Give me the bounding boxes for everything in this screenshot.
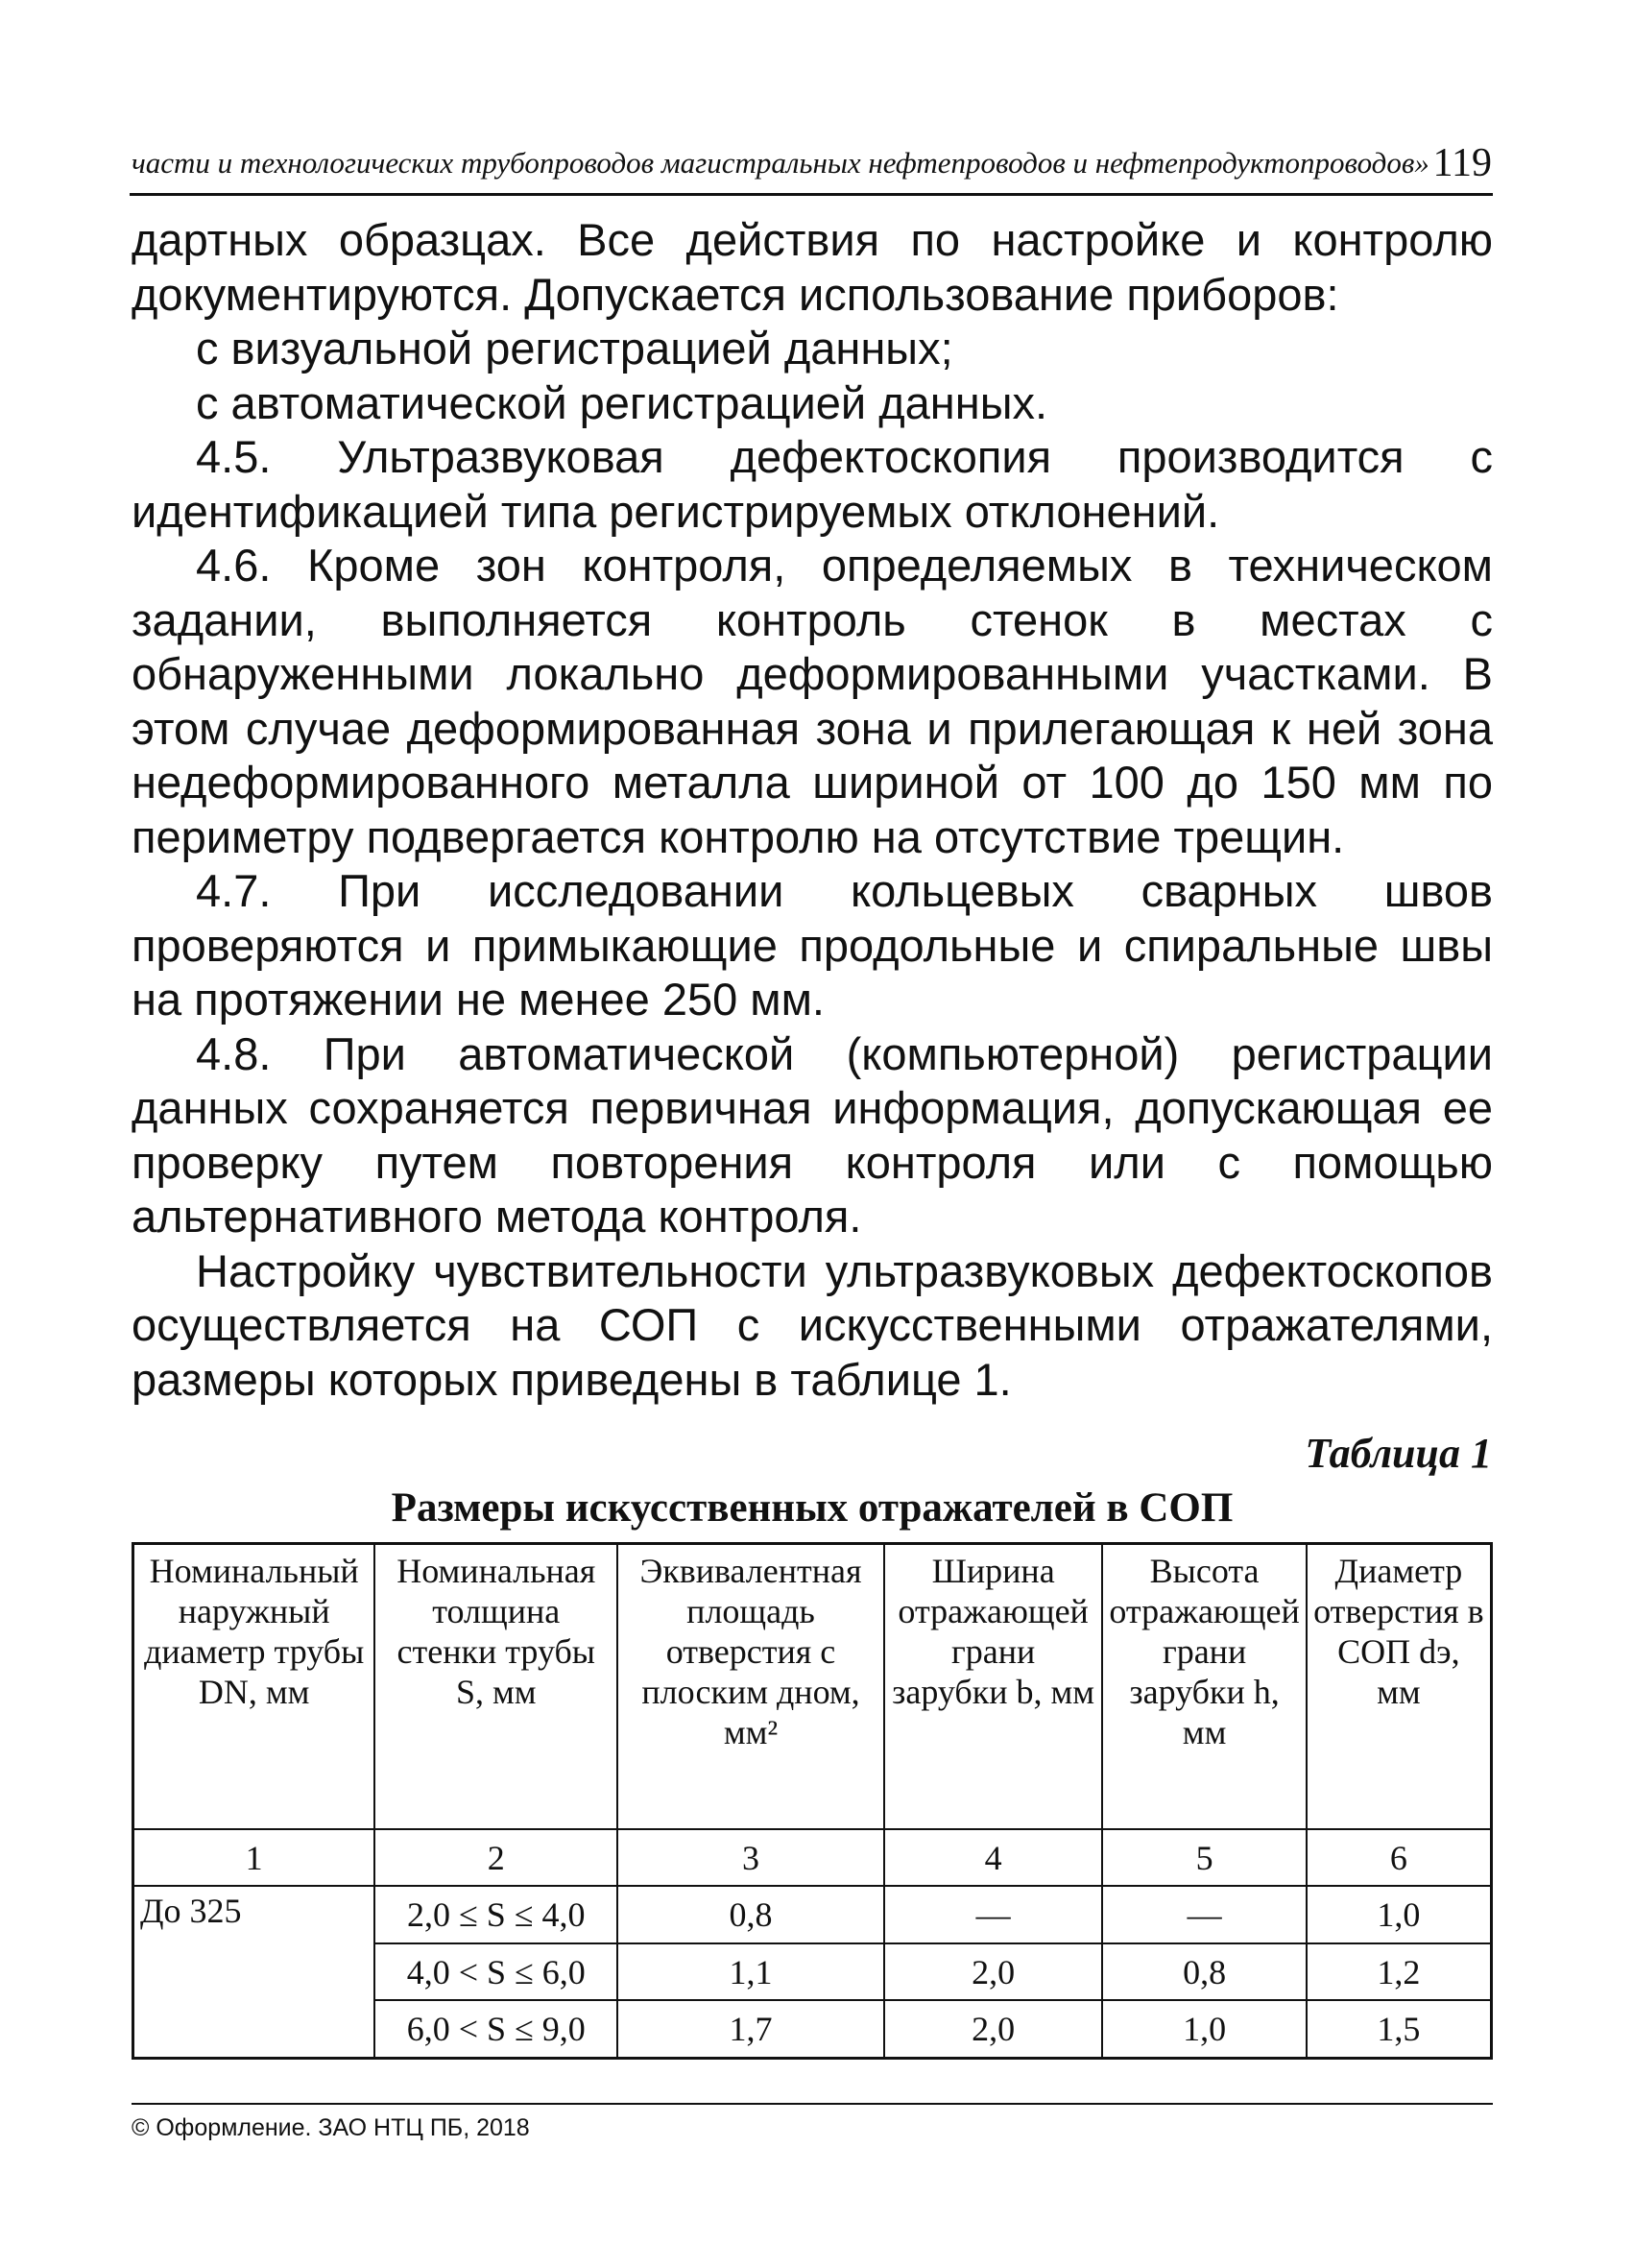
table-cell: 1,1 — [617, 1943, 884, 2000]
column-number: 5 — [1102, 1829, 1306, 1886]
table-cell: 1,0 — [1307, 1886, 1492, 1942]
table-header-row — [133, 1544, 1492, 1830]
column-number: 6 — [1307, 1829, 1492, 1886]
table-cell: 1,0 — [1102, 2000, 1306, 2058]
table-cell: — — [1102, 1886, 1306, 1942]
paragraph: с автоматической регистрацией данных. — [196, 376, 1048, 428]
paragraph: дартных образцах. Все действия по настройке и контролю документируются. Допускается использование приборов: — [132, 214, 1493, 320]
table-cell: 1,7 — [617, 2000, 884, 2058]
table-cell: 0,8 — [617, 1886, 884, 1942]
paragraph: 4.7. При исследовании кольцевых сварных швов проверяются и примыкающие продольные и спиральные швы на протяжении не менее 250 мм. — [132, 865, 1493, 1025]
column-number: 3 — [617, 1829, 884, 1886]
column-number: 2 — [374, 1829, 617, 1886]
paragraph: 4.6. Кроме зон контроля, определяемых в техническом задании, выполняется контроль стенок в местах с обнаруженными локально деформированными участками. В этом случае деформированная зона и прилегающая к ней зона недеформированного металла шириной от 100 до 150 мм по периметру подвергается контролю на отсутствие трещин. — [132, 540, 1493, 862]
footer-rule — [132, 2103, 1493, 2105]
table-cell: 1,5 — [1307, 2000, 1492, 2058]
page-number: 119 — [1432, 141, 1492, 185]
column-header: Эквивалентная площадь отверстия с плоским дном, мм² — [617, 1544, 884, 1830]
table-cell: 2,0 — [884, 1943, 1103, 2000]
paragraph: с визуальной регистрацией данных; — [196, 323, 953, 374]
column-header: Диаметр отверстия в СОП dэ, мм — [1307, 1544, 1492, 1830]
column-number: 4 — [884, 1829, 1103, 1886]
paragraph: 4.5. Ультразвуковая дефектоскопия производится с идентификацией типа регистрируемых отклонений. — [132, 431, 1493, 537]
column-header: Высота отражающей грани зарубки h, мм — [1102, 1544, 1306, 1830]
table-cell: 4,0 < S ≤ 6,0 — [374, 1943, 617, 2000]
reflector-size-table — [132, 1542, 1493, 2060]
paragraph: Настройку чувствительности ультразвуковых дефектоскопов осуществляется на СОП с искусственными отражателями, размеры которых приведены в таблице 1. — [132, 1244, 1493, 1405]
table-cell: 2,0 — [884, 2000, 1103, 2058]
table-cell: 2,0 ≤ S ≤ 4,0 — [374, 1886, 617, 1942]
footer-copyright: © Оформление. ЗАО НТЦ ПБ, 2018 — [132, 2114, 530, 2141]
paragraph: 4.8. При автоматической (компьютерной) регистрации данных сохраняется первичная информация, допускающая ее проверку путем повторения контроля или с помощью альтернативного метода контроля. — [132, 1027, 1493, 1242]
column-header: Номинальный наружный диаметр трубы DN, мм — [133, 1544, 375, 1830]
table-label: Таблица 1 — [1305, 1430, 1492, 1477]
column-header: Ширина отражающей грани зарубки b, мм — [884, 1544, 1103, 1830]
table-cell: 1,2 — [1307, 1943, 1492, 2000]
header-rule — [130, 193, 1493, 196]
table-cell: 6,0 < S ≤ 9,0 — [374, 2000, 617, 2058]
table-cell: — — [884, 1886, 1103, 1942]
column-number-row — [133, 1829, 1492, 1886]
diameter-group-cell: До 325 — [133, 1886, 375, 2058]
column-number: 1 — [133, 1829, 375, 1886]
column-header: Номинальная толщина стенки трубы S, мм — [374, 1544, 617, 1830]
table-title: Размеры искусственных отражателей в СОП — [391, 1485, 1234, 1531]
table-row — [133, 1886, 1492, 1942]
table-cell: 0,8 — [1102, 1943, 1306, 2000]
body-text — [132, 213, 1493, 1407]
running-head: части и технологических трубопроводов магистральных нефтепроводов и нефтепродуктопроводов» — [132, 146, 1429, 180]
